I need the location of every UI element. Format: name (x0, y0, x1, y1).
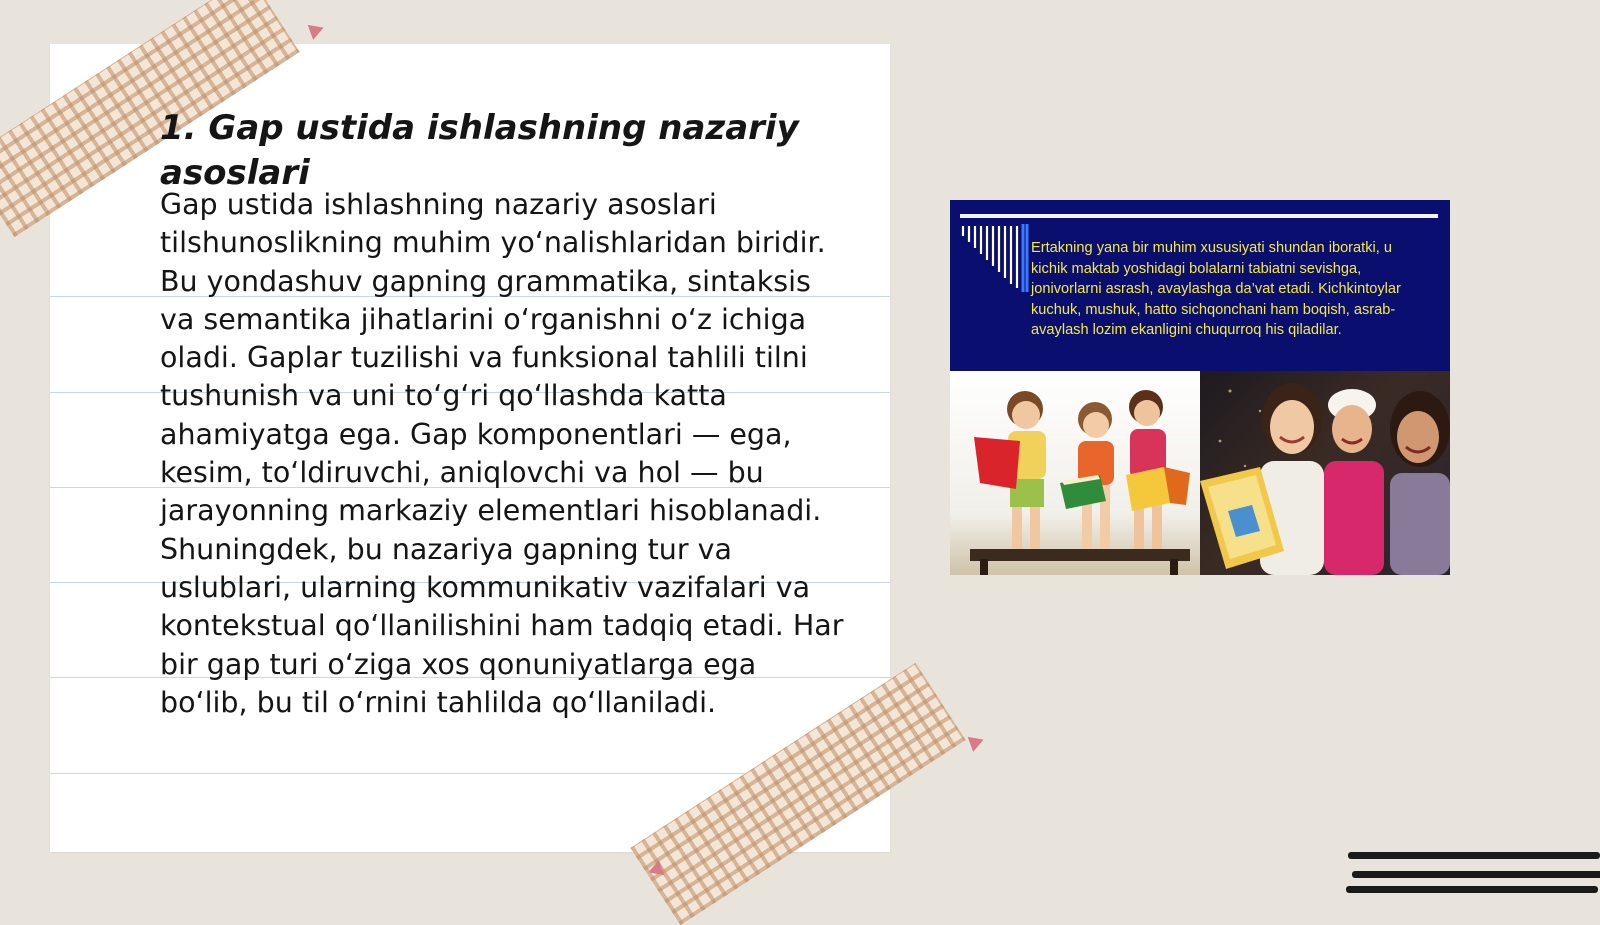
brush-stroke-decoration (1348, 852, 1600, 859)
slide-caption: Ertakning yana bir muhim xususiyati shundan iboratki, u kichik maktab yoshidagi bolalarni tabiatni sevishga, jonivorlarni asrash, avaylashga da’vat etadi. Kichkintoylar kuchuk, mushuk, hatto sichqonchani ham boqish, asrab-avaylash lozim ekanligini chuqurroq his qiladilar. (1031, 240, 1401, 338)
pink-pin-icon (308, 20, 327, 40)
children-reading-books-photo (950, 371, 1200, 575)
slide-body-text: Gap ustida ishlashning nazariy asoslari tilshunoslikning muhim yo‘nalishlaridan biridir. Bu yondashuv gapning grammatika, sintaksis va semantika jihatlarini o‘rganishni o‘z ichiga oladi. Gaplar tuzilishi va funksional tahlili tilni tushunish va uni to‘g‘ri qo‘llashda katta ahamiyatga ega. Gap komponentlari — ega, kesim, to‘ldiruvchi, aniqlovchi va hol — bu jarayonning markaziy elementlari hisoblanadi. Shuningdek, bu nazariya gapning tur va uslublari, ularning kommunikativ vazifalari va kontekstual qo‘llanilishini ham tadqiq etadi. Har bir gap turi o‘ziga xos qonuniyatlarga ega bo‘lib, bu til o‘rnini tahlilda qo‘llaniladi. (160, 188, 844, 719)
embedded-slide-header (950, 200, 1450, 371)
slide-header-line (960, 214, 1438, 218)
pink-pin-icon (968, 732, 987, 752)
vertical-stripes-icon (960, 224, 1030, 294)
brush-stroke-decoration (1346, 886, 1598, 893)
smiling-girls-reading-photo (1200, 371, 1450, 575)
illustration-figure (950, 200, 1450, 575)
brush-stroke-decoration (1352, 871, 1600, 878)
slide-title: 1. Gap ustida ishlashning nazariy asoslari (160, 108, 799, 193)
